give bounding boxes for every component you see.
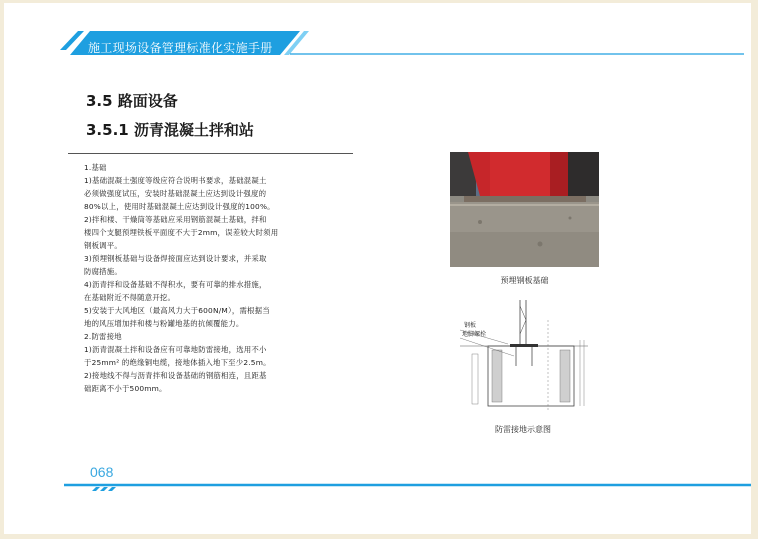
body-line: 地的风压增加拌和楼与粉罐地基的抗倾覆能力。: [84, 319, 244, 328]
body-line: 2)拌和楼、干燥筒等基础应采用钢筋混凝土基础，拌和: [84, 215, 267, 224]
body-line: 于25mm² 的绝缘铜电缆，接地体插入地下至少2.5m。: [84, 358, 271, 367]
label-anchor-bolt: 地脚螺栓: [462, 331, 487, 338]
body-line: 1.基础: [84, 163, 107, 172]
footer-band: [64, 480, 751, 500]
body-line: 1)基础混凝土强度等级应符合说明书要求，基础混凝土: [84, 176, 267, 185]
grounding-diagram: [448, 300, 598, 412]
label-steel-plate: 钢板: [464, 322, 477, 329]
body-line: 3)预埋钢板基础与设备焊接面应达到设计要求，并采取: [84, 254, 267, 263]
subsection-heading: 3.5.1 沥青混凝土拌和站: [86, 121, 254, 139]
body-line: 2.防雷接地: [84, 332, 122, 341]
section-heading: 3.5 路面设备: [86, 92, 178, 110]
heading-divider: [68, 153, 353, 154]
body-line: 防腐措施。: [84, 267, 122, 276]
body-line: 1)沥青混凝土拌和设备应有可靠地防雷接地，选用不小: [84, 345, 267, 354]
body-line: 础距离不小于500mm。: [84, 384, 167, 393]
photo-caption: 预埋钢板基础: [500, 276, 549, 285]
body-line: 4)沥青拌和设备基础不得积水，要有可靠的排水措施，: [84, 280, 267, 289]
drawing-caption: 防雷接地示意图: [495, 425, 551, 434]
manual-page: [4, 3, 751, 534]
body-line: 钢板调平。: [84, 241, 122, 250]
manual-title: 施工现场设备管理标准化实施手册: [88, 41, 273, 55]
body-line: 楼四个支腿预埋铁板平面度不大于2mm，误差较大时须用: [84, 228, 279, 237]
body-line: 2)接地线不得与沥青拌和设备基础的钢筋相连，且距基: [84, 371, 267, 380]
body-line: 5)安装于大风地区（最高风力大于600N/M），需根据当: [84, 306, 270, 315]
body-line: 80%以上，使用时基础混凝土应达到设计强度的100%。: [84, 202, 275, 211]
foundation-photo: [450, 152, 599, 267]
body-line: 必须做强度试压，安装时基础混凝土应达到设计强度的: [84, 189, 267, 198]
page-number: 068: [90, 464, 114, 480]
body-text: [84, 161, 356, 395]
body-line: 在基础附近不得随意开挖。: [84, 293, 176, 302]
